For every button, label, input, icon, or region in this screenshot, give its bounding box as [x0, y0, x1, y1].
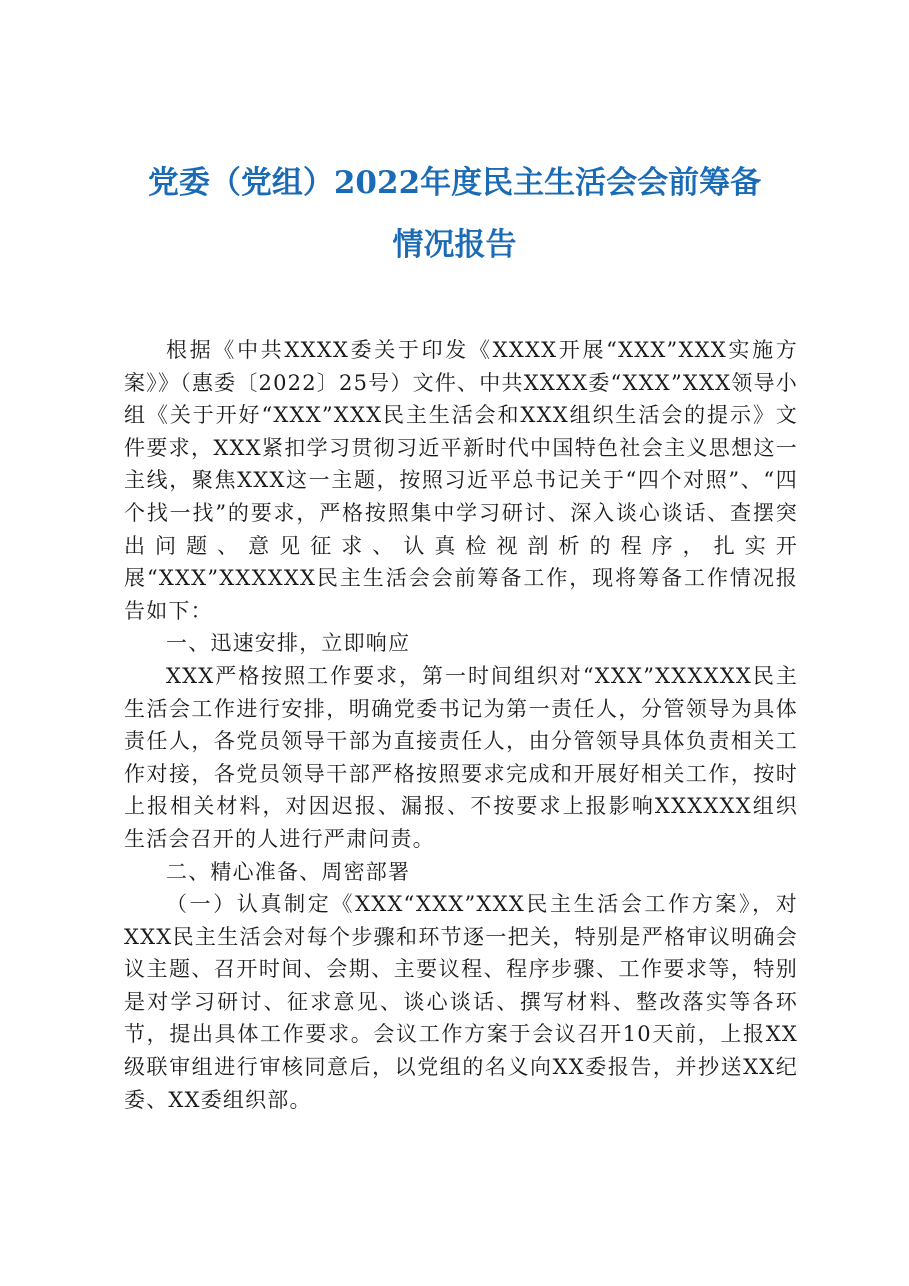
section-1-paragraph: XXX严格按照工作要求，第一时间组织对“XXX”XXXXXX民主生活会工作进行安排，明确党委书记为第一责任人，分管领导为具体责任人，各党员领导干部为直接责任人，由分管领导具体负责相关工作对接，各党员领导干部严格按照要求完成和开展好相关工作，按时上报相关材料，对因迟报、漏报、不按要求上报影响XXXXXX组织生活会召开的人进行严肃问责。 — [124, 663, 798, 851]
document-title-line-2: 情况报告 — [392, 227, 517, 263]
section-heading-1: 一、迅速安排，立即响应 — [166, 631, 411, 656]
document-body — [124, 334, 798, 1116]
document-title-line-1: 党委（党组）2022年度民主生活会会前筹备 — [147, 165, 762, 201]
section-2-paragraph: （一）认真制定《XXX“XXX”XXX民主生活会工作方案》，对XXX民主生活会对每个步骤和环节逐一把关，特别是严格审议明确会议主题、召开时间、会期、主要议程、程序步骤、工作要求等，特别是对学习研讨、征求意见、谈心谈话、撰写材料、整改落实等各环节，提出具体工作要求。会议工作方案于会议召开10天前，上报XX级联审组进行审核同意后，以党组的名义向XX委报告，并抄送XX纪委、XX委组织部。 — [124, 892, 798, 1112]
section-heading-2: 二、精心准备、周密部署 — [166, 859, 411, 884]
intro-paragraph: 根据《中共XXXX委关于印发《XXXX开展“XXX”XXX实施方案》》（惠委〔2022〕25号）文件、中共XXXX委“XXX”XXX领导小组《关于开好“XXX”XXX民主生活会和XXX组织生活会的提示》文件要求，XXX紧扣学习贯彻习近平新时代中国特色社会主义思想这一主线，聚焦XXX这一主题，按照习近平总书记关于“四个对照”、“四个找一找”的要求，严格按照集中学习研讨、深入谈心谈话、查摆突出问题、意见征求、认真检视剖析的程序，扎实开展“XXX”XXXXXX民主生活会会前筹备工作，现将筹备工作情况报告如下： — [124, 338, 798, 623]
